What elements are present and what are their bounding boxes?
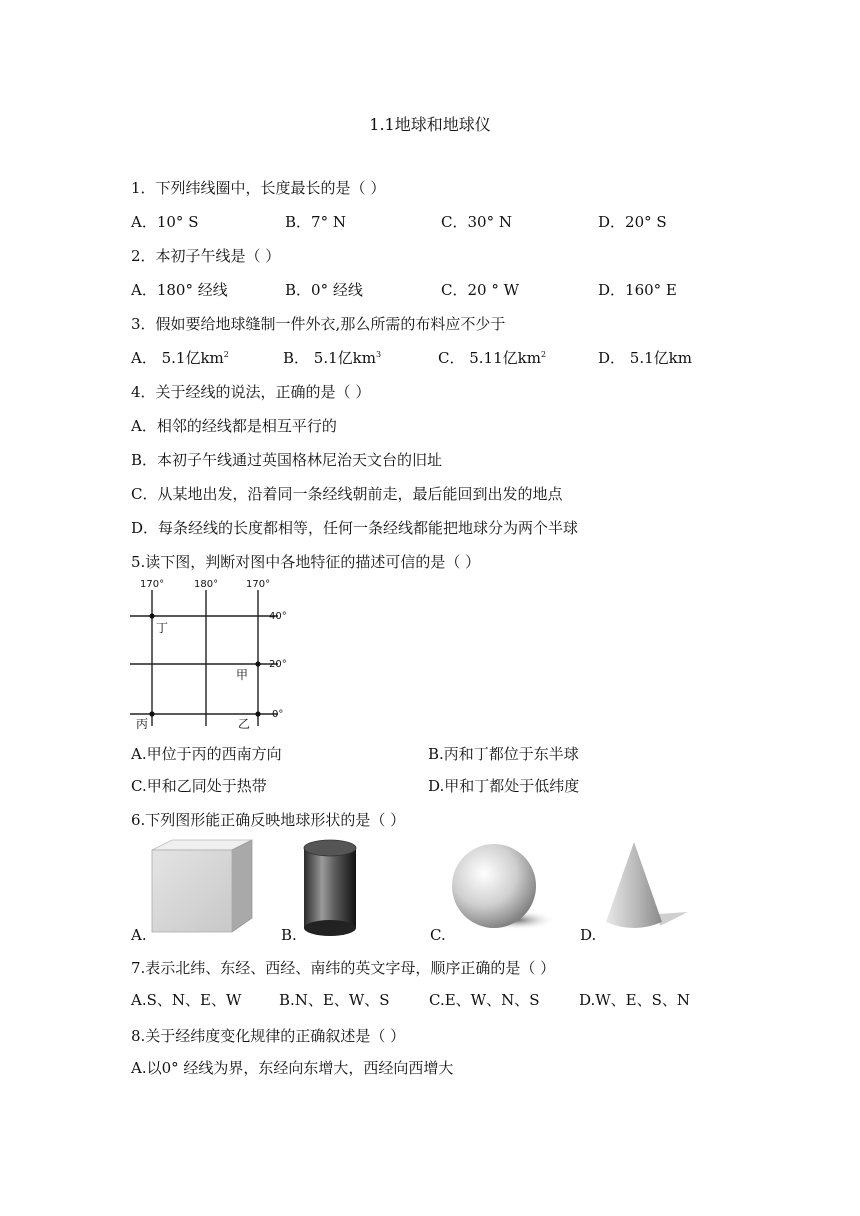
q5-option-a: A.甲位于丙的西南方向 (131, 745, 282, 763)
q6-option-d: D. (580, 926, 597, 944)
q6-option-b: B. (281, 926, 297, 944)
q7-option-c: C.E、W、N、S (429, 991, 540, 1009)
point-jia: 甲 (236, 668, 249, 682)
q6-option-a: A. (131, 926, 147, 944)
q6-option-c: C. (430, 926, 446, 944)
q4-option-a: A．相邻的经线都是相互平行的 (131, 417, 337, 435)
question-4-stem: 4．关于经线的说法，正确的是（ ） (131, 383, 371, 401)
q5-option-b: B.丙和丁都位于东半球 (428, 745, 579, 763)
q7-option-d: D.W、E、S、N (579, 991, 691, 1009)
grid-label-40: 40° (269, 611, 287, 622)
q5-option-c: C.甲和乙同处于热带 (131, 777, 267, 795)
q2-option-d: D．160° E (598, 281, 677, 299)
q4-option-b: B．本初子午线通过英国格林尼治天文台的旧址 (131, 451, 443, 469)
q3-option-a: A． 5.1亿$km^2$ (131, 349, 229, 367)
q7-option-b: B.N、E、W、S (279, 991, 390, 1009)
q2-option-a: A．180° 经线 (131, 281, 228, 299)
cube-image (148, 838, 256, 942)
question-7-stem: 7.表示北纬、东经、西经、南纬的英文字母，顺序正确的是（ ） (131, 959, 556, 977)
cone-image (598, 838, 690, 942)
grid-label-180: 180° (194, 579, 219, 590)
question-3-stem: 3．假如要给地球缝制一件外衣,那么所需的布料应不少于 (131, 315, 506, 333)
question-8-stem: 8.关于经纬度变化规律的正确叙述是（ ） (131, 1027, 406, 1045)
q3-option-c: C． 5.11亿$km^2$ (438, 349, 547, 367)
question-1-stem: 1．下列纬线圈中，长度最长的是（ ） (131, 179, 386, 197)
point-yi: 乙 (238, 717, 251, 731)
q7-option-a: A.S、N、E、W (131, 991, 242, 1009)
q4-option-d: D．每条经线的长度都相等，任何一条经线都能把地球分为两个半球 (131, 519, 579, 537)
q2-option-c: C．20 ° W (441, 281, 520, 299)
sphere-image (446, 838, 556, 942)
q3-option-b: B． 5.1亿$km^3$ (283, 349, 382, 367)
grid-label-170-left: 170° (140, 579, 165, 590)
cylinder-image (300, 838, 360, 942)
question-5-stem: 5.读下图，判断对图中各地特征的描述可信的是（ ） (131, 553, 481, 571)
grid-label-170-right: 170° (246, 579, 271, 590)
question-6-stem: 6.下列图形能正确反映地球形状的是（ ） (131, 811, 406, 829)
q2-option-b: B．0° 经线 (285, 281, 363, 299)
grid-label-20: 20° (269, 659, 287, 670)
q1-option-b: B．7° N (285, 213, 346, 231)
q5-option-d: D.甲和丁都处于低纬度 (428, 777, 580, 795)
lat-lon-grid-figure (128, 576, 308, 734)
question-2-stem: 2．本初子午线是（ ） (131, 247, 281, 265)
q1-option-c: C．30° N (441, 213, 512, 231)
page-title: 1.1地球和地球仪 (369, 115, 491, 134)
q3-option-d: D． 5.1亿km (598, 349, 692, 367)
q1-option-d: D．20° S (598, 213, 667, 231)
q1-option-a: A．10° S (131, 213, 199, 231)
point-ding: 丁 (156, 621, 169, 635)
q4-option-c: C．从某地出发，沿着同一条经线朝前走，最后能回到出发的地点 (131, 485, 563, 503)
q8-option-a: A.以0° 经线为界，东经向东增大，西经向西增大 (131, 1059, 454, 1077)
point-bing: 丙 (136, 717, 149, 731)
grid-label-0: 0° (272, 709, 284, 720)
